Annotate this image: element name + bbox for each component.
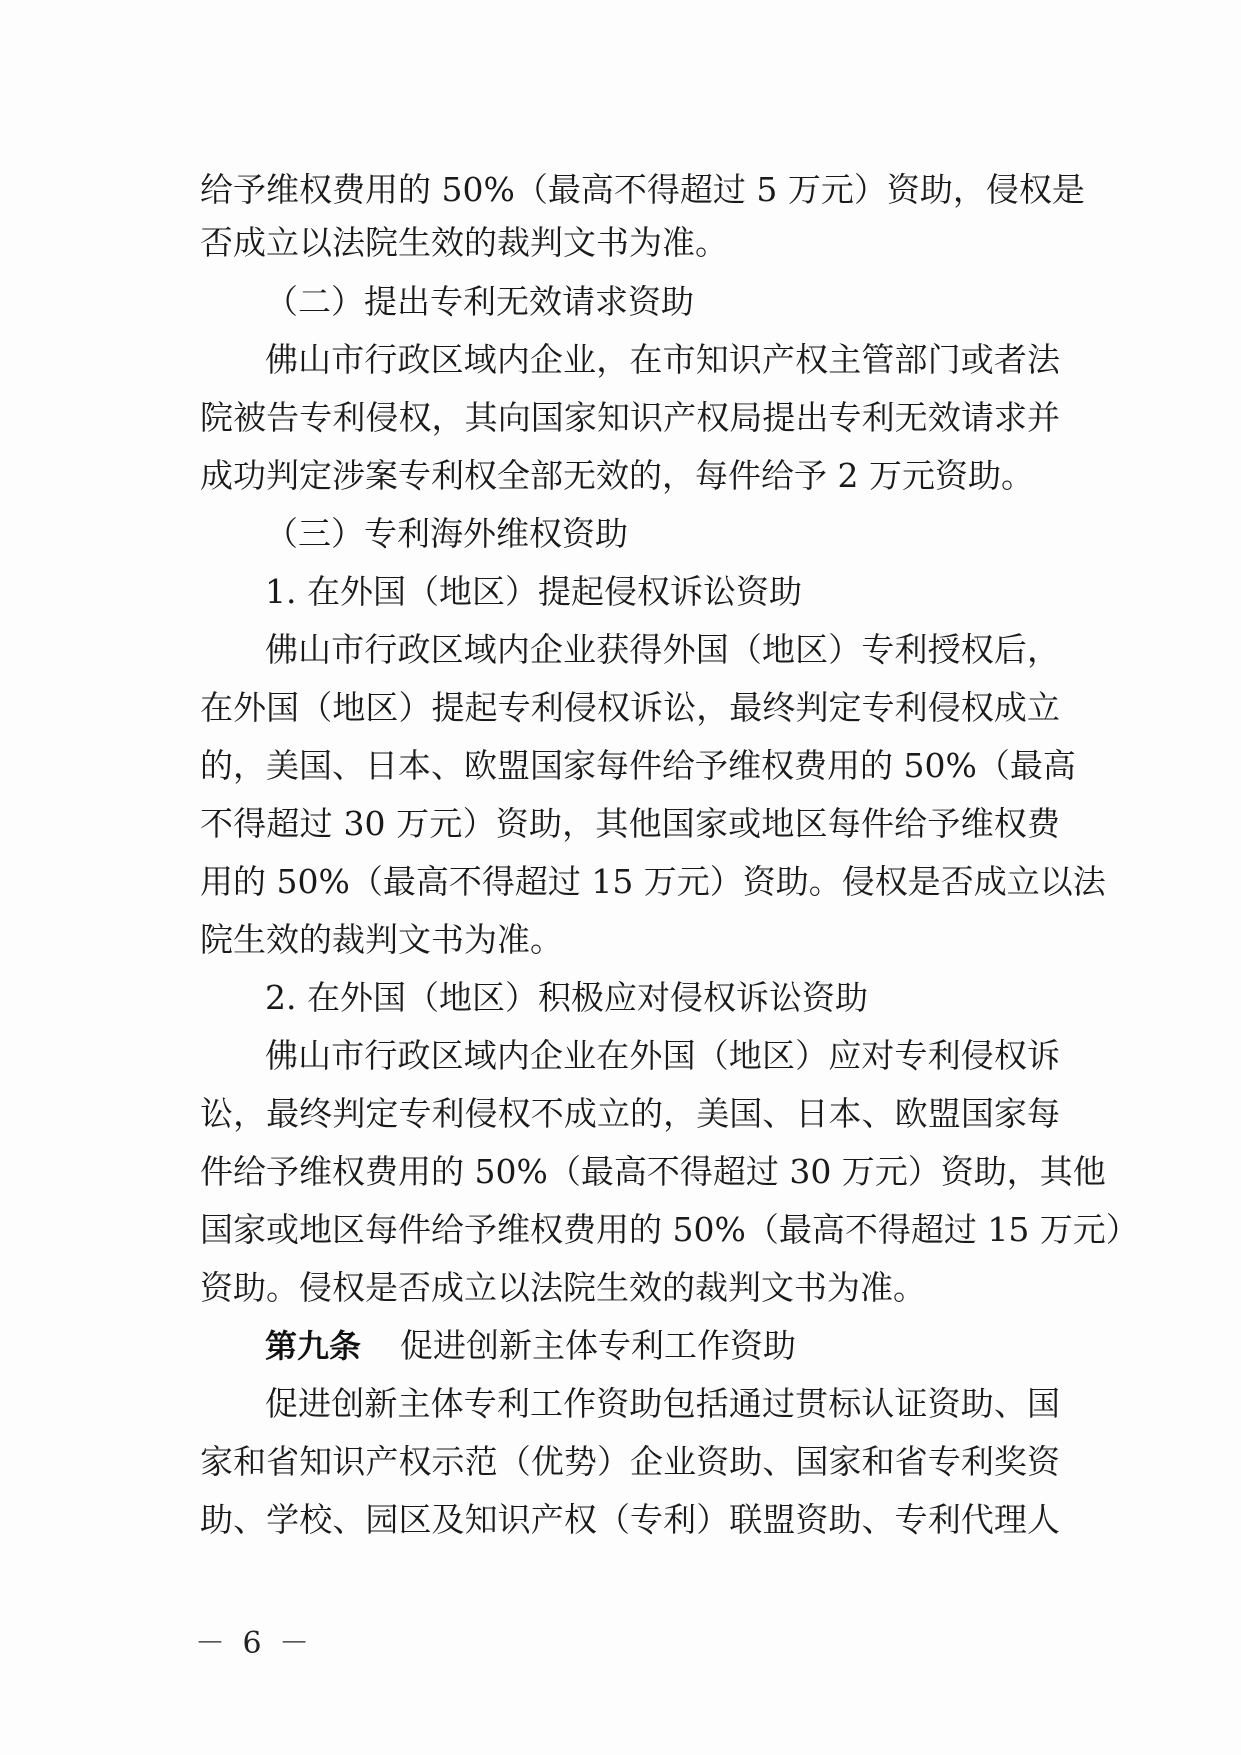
paragraph-line: 国家或地区每件给予维权费用的 50%（最高不得超过 15 万元） — [200, 1210, 1139, 1249]
paragraph-line: 资助。侵权是否成立以法院生效的裁判文书为准。 — [200, 1268, 926, 1307]
page-number: － 6 － — [195, 1626, 314, 1661]
section-heading: （二）提出专利无效请求资助 — [265, 282, 694, 321]
paragraph-line: 否成立以法院生效的裁判文书为准。 — [200, 223, 728, 262]
subsection-heading: 2. 在外国（地区）积极应对侵权诉讼资助 — [265, 978, 868, 1017]
paragraph-line: 用的 50%（最高不得超过 15 万元）资助。侵权是否成立以法 — [200, 862, 1106, 901]
paragraph-line: 佛山市行政区域内企业，在市知识产权主管部门或者法 — [265, 340, 1060, 379]
paragraph-line: 在外国（地区）提起专利侵权诉讼，最终判定专利侵权成立 — [200, 688, 1060, 727]
paragraph-line: 成功判定涉案专利权全部无效的，每件给予 2 万元资助。 — [200, 456, 1034, 495]
paragraph-line: 给予维权费用的 50%（最高不得超过 5 万元）资助，侵权是 — [200, 170, 1085, 209]
section-heading: （三）专利海外维权资助 — [265, 514, 628, 553]
paragraph-line: 佛山市行政区域内企业获得外国（地区）专利授权后， — [265, 630, 1060, 669]
paragraph-line: 不得超过 30 万元）资助，其他国家或地区每件给予维权费 — [200, 804, 1060, 843]
subsection-heading: 1. 在外国（地区）提起侵权诉讼资助 — [265, 572, 802, 611]
paragraph-line: 院生效的裁判文书为准。 — [200, 920, 563, 959]
paragraph-line: 院被告专利侵权，其向国家知识产权局提出专利无效请求并 — [200, 398, 1060, 437]
article-title: 促进创新主体专利工作资助 — [400, 1326, 796, 1365]
paragraph-line: 促进创新主体专利工作资助包括通过贯标认证资助、国 — [265, 1384, 1060, 1423]
paragraph-line: 助、学校、园区及知识产权（专利）联盟资助、专利代理人 — [200, 1500, 1060, 1539]
paragraph-line: 的，美国、日本、欧盟国家每件给予维权费用的 50%（最高 — [200, 746, 1076, 785]
paragraph-line: 件给予维权费用的 50%（最高不得超过 30 万元）资助，其他 — [200, 1152, 1106, 1191]
paragraph-line: 家和省知识产权示范（优势）企业资助、国家和省专利奖资 — [200, 1442, 1060, 1481]
paragraph-line: 讼，最终判定专利侵权不成立的，美国、日本、欧盟国家每 — [200, 1094, 1060, 1133]
article-number: 第九条 — [265, 1327, 362, 1365]
paragraph-line: 佛山市行政区域内企业在外国（地区）应对专利侵权诉 — [265, 1036, 1060, 1075]
